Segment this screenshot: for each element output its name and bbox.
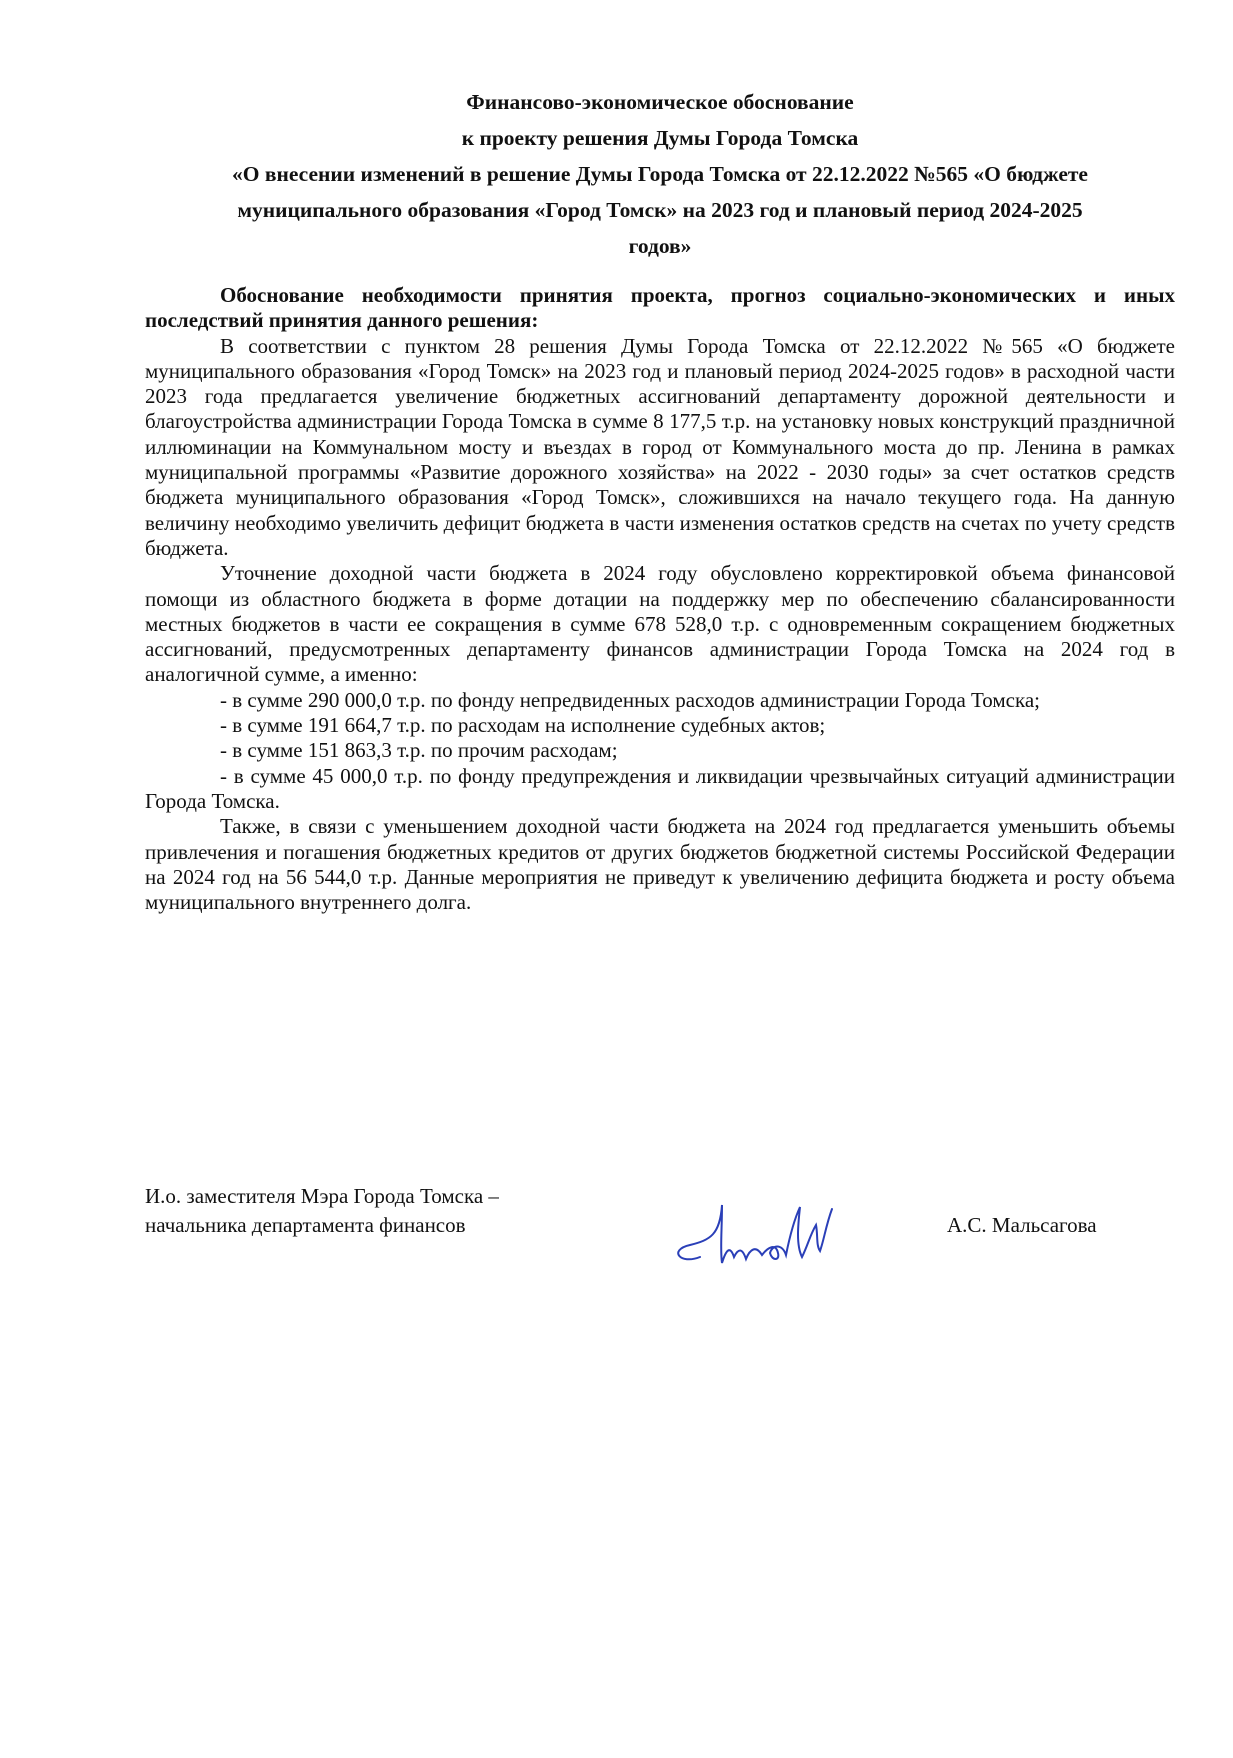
paragraph: Также, в связи с уменьшением доходной части бюджета на 2024 год предлагается уменьшить объемы привлечения и погашения бюджетных кредитов от других бюджетов бюджетной системы Российской Федерации на 2024 год на 56 544,0 т.р. Данные мероприятия не приведут к увеличению дефицита бюджета и росту объема муниципального внутреннего долга. (145, 814, 1175, 915)
title-line: «О внесении изменений в решение Думы Города Томска от 22.12.2022 №565 «О бюджете (232, 162, 1088, 186)
list-item: - в сумме 45 000,0 т.р. по фонду предупреждения и ликвидации чрезвычайных ситуаций администрации Города Томска. (145, 763, 1175, 813)
signatory-name: А.С. Мальсагова (947, 1213, 1097, 1237)
document-title (140, 84, 1180, 264)
handwritten-signature-icon (660, 1195, 890, 1275)
position-line: И.о. заместителя Мэра Города Томска – (145, 1184, 499, 1208)
list-item: - в сумме 290 000,0 т.р. по фонду непредвиденных расходов администрации Города Томска; (220, 687, 1041, 712)
title-line: муниципального образования «Город Томск» на 2023 год и плановый период 2024-2025 (237, 198, 1083, 222)
list-item: - в сумме 151 863,3 т.р. по прочим расходам; (220, 738, 618, 763)
title-line: Финансово-экономическое обоснование (466, 90, 854, 114)
section-heading: Обоснование необходимости принятия проекта, прогноз социально-экономических и иных последствий принятия данного решения: (145, 283, 1175, 333)
title-line: к проекту решения Думы Города Томска (461, 126, 859, 150)
list-item: - в сумме 191 664,7 т.р. по расходам на исполнение судебных актов; (220, 713, 826, 738)
signatory-position (145, 1182, 499, 1240)
title-line: годов» (628, 234, 692, 258)
document-body (145, 283, 1175, 915)
paragraph: В соответствии с пунктом 28 решения Думы Города Томска от 22.12.2022 №565 «О бюджете муниципального образования «Город Томск» на 2023 год и плановый период 2024-2025 годов» в расходной части 2023 года предлагается увеличение бюджетных ассигнований департаменту дорожной деятельности и благоустройства администрации Города Томска в сумме 8 177,5 т.р. на установку новых конструкций праздничной иллюминации на Коммунальном мосту и въездах в город от Коммунального моста до пр. Ленина в рамках муниципальной программы «Развитие дорожного хозяйства» на 2022 - 2030 годы» за счет остатков средств бюджета муниципального образования «Город Томск», сложившихся на начало текущего года. На данную величину необходимо увеличить дефицит бюджета в части изменения остатков средств на счетах по учету средств бюджета. (145, 333, 1175, 560)
position-line: начальника департамента финансов (145, 1213, 466, 1237)
paragraph: Уточнение доходной части бюджета в 2024 году обусловлено корректировкой объема финансовой помощи из областного бюджета в форме дотации на поддержку мер по обеспечению сбалансированности местных бюджетов в части ее сокращения в сумме 678 528,0 т.р. с одновременным сокращением бюджетных ассигнований, предусмотренных департаменту финансов администрации Города Томска на 2024 год в аналогичной сумме, а именно: (145, 561, 1175, 687)
